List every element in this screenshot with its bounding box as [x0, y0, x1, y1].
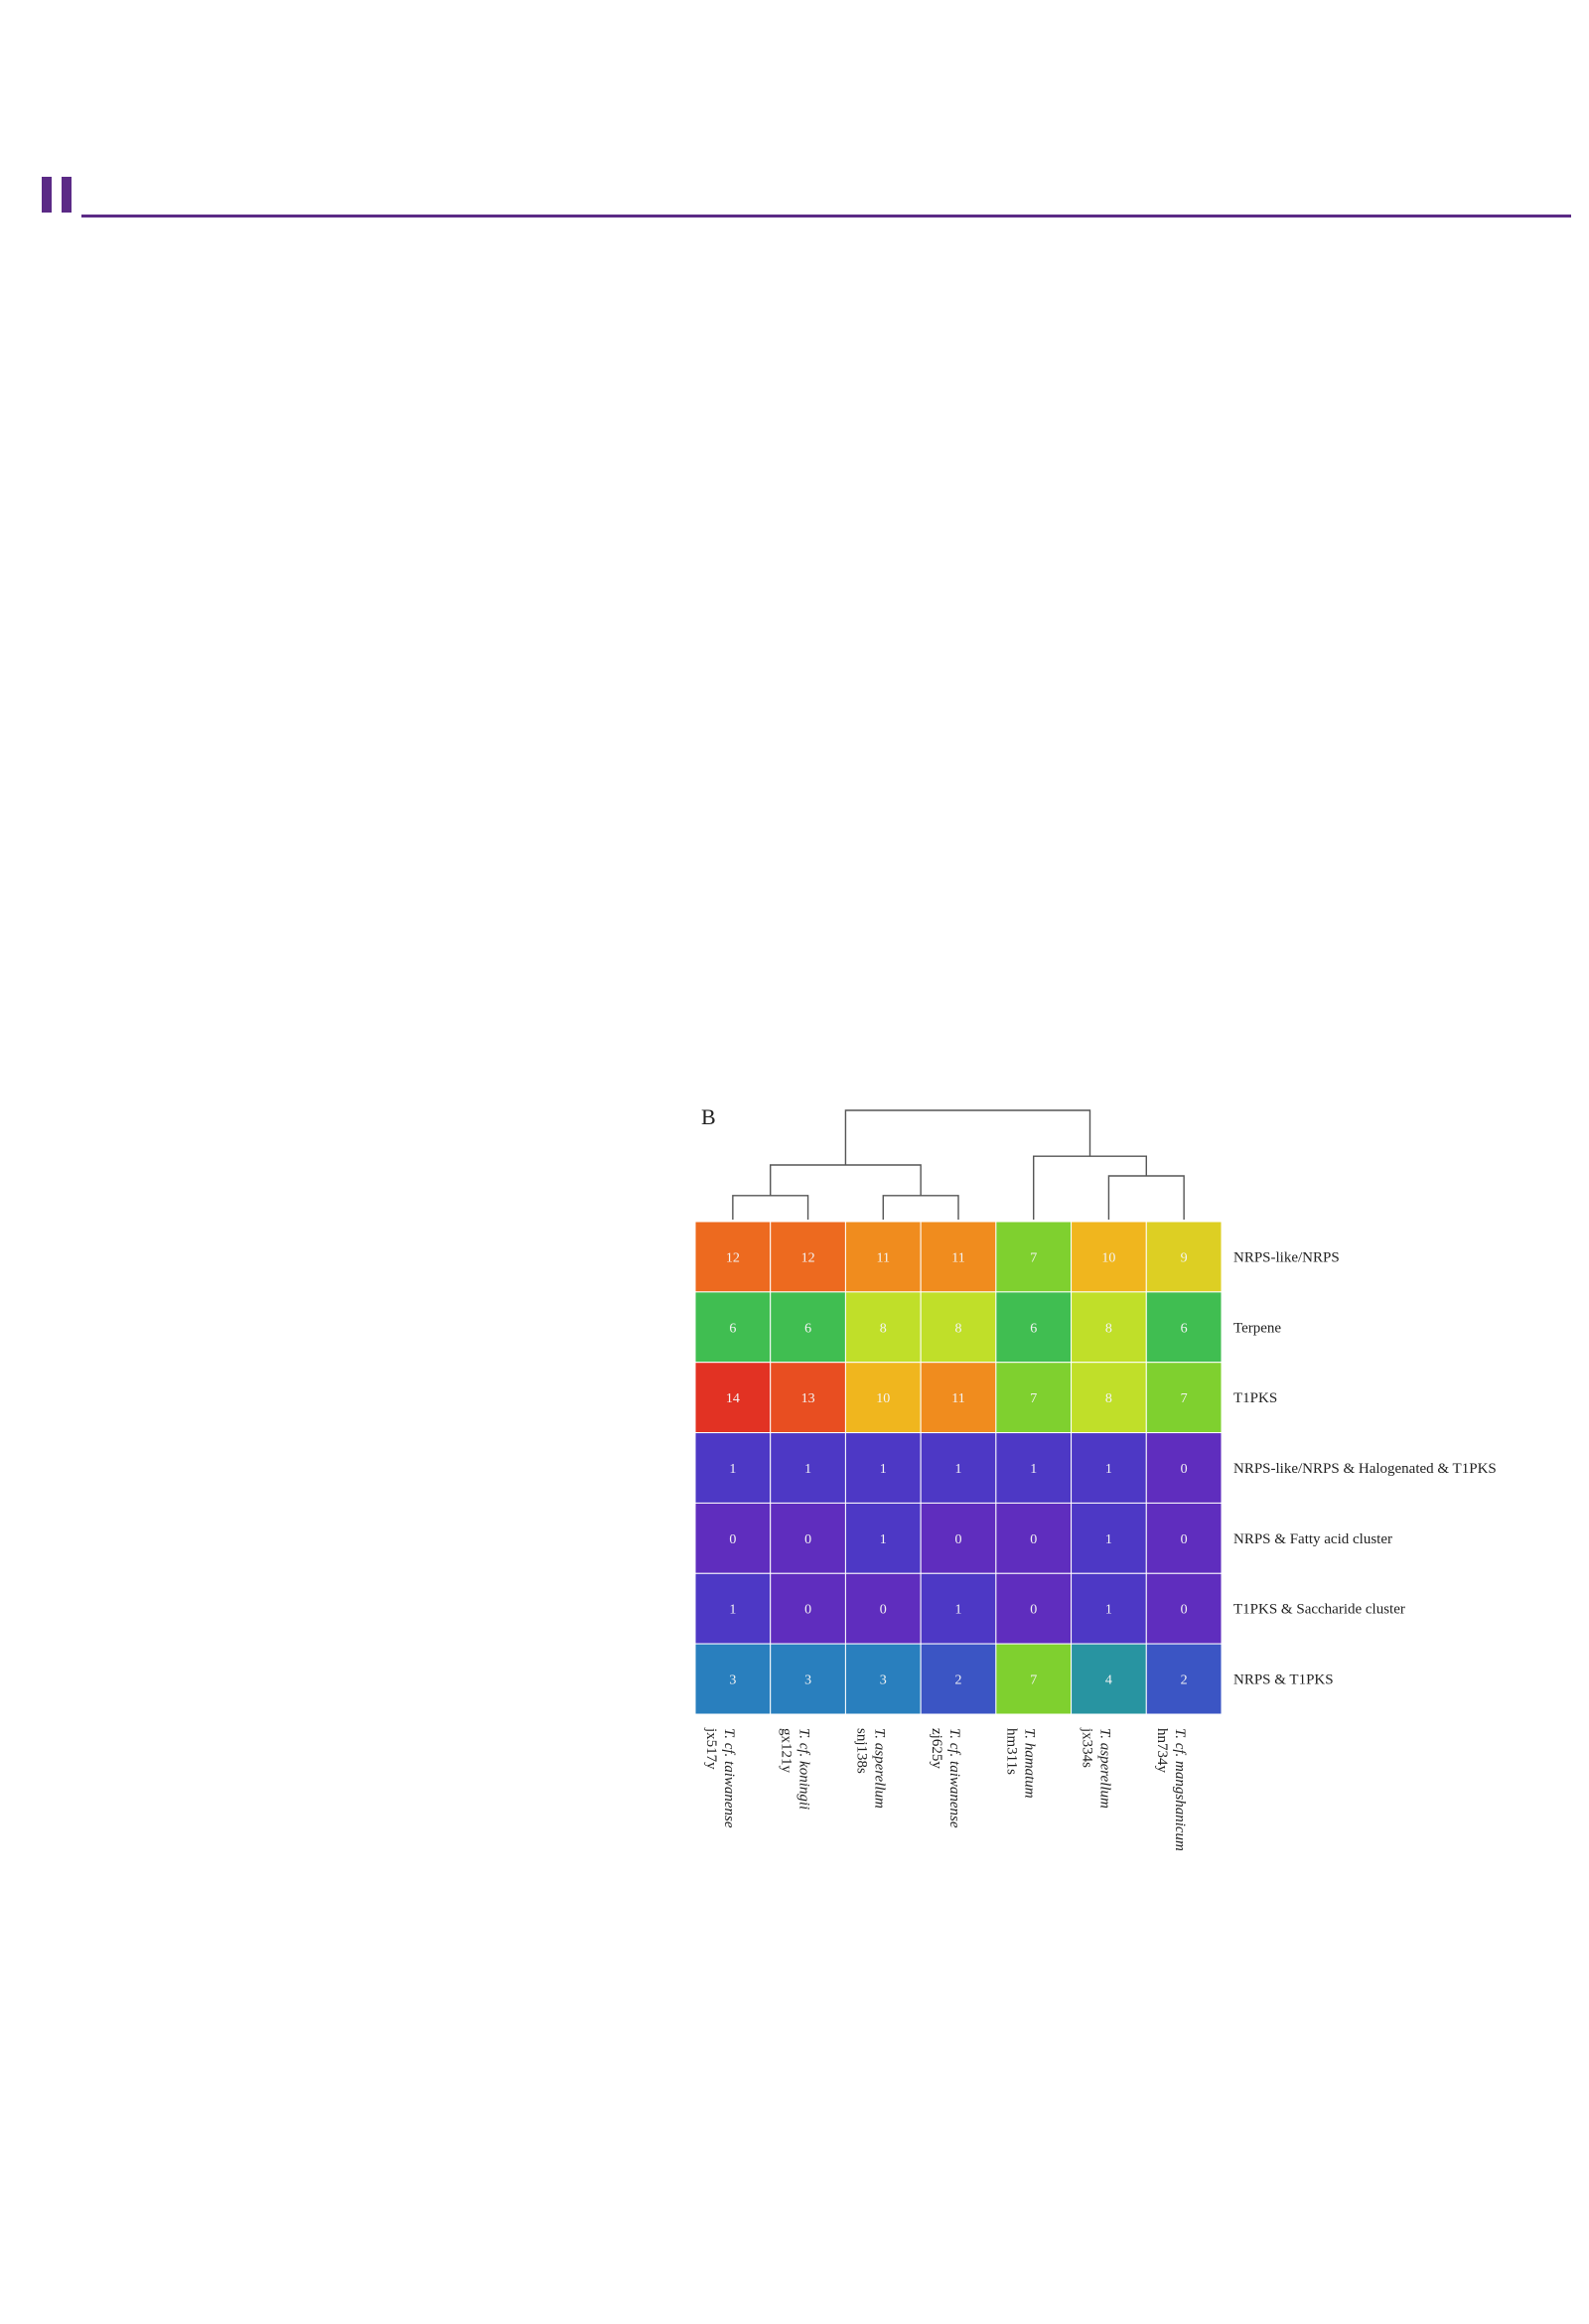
cell-value-label: 1: [1104, 1531, 1112, 1547]
column-species-label: T. cf. taiwanense: [946, 1728, 962, 1828]
cell-value-label: 0: [1180, 1602, 1188, 1618]
column-species-label: T. cf. koningii: [795, 1728, 812, 1811]
cell-value-label: 1: [729, 1602, 737, 1618]
dendrogram-branch: [733, 1196, 808, 1220]
heatmap-figure: [40, 1092, 1549, 1917]
column-strain-label: gx121y: [778, 1728, 794, 1773]
cell-value-label: 8: [954, 1321, 962, 1337]
dendrogram-branch: [883, 1196, 958, 1220]
cell-value-label: 1: [879, 1462, 887, 1477]
column-strain-label: jx517y: [702, 1728, 719, 1770]
column-strain-label: jx334s: [1079, 1728, 1095, 1769]
cell-value-label: 0: [1180, 1462, 1188, 1477]
heading-accent-bar: [62, 177, 72, 213]
cell-value-label: 8: [1104, 1391, 1112, 1407]
cell-value-label: 7: [1030, 1391, 1038, 1407]
heading-underline: [81, 215, 1571, 218]
cell-value-label: 0: [804, 1602, 812, 1618]
cell-value-label: 1: [729, 1462, 737, 1477]
cell-value-label: 6: [804, 1321, 812, 1337]
heading-accent-bar: [42, 177, 52, 213]
cell-value-label: 0: [729, 1531, 737, 1547]
row-label: NRPS & Fatty acid cluster: [1233, 1530, 1392, 1547]
cell-value-label: 1: [804, 1462, 812, 1477]
cell-value-label: 2: [954, 1672, 962, 1688]
cell-value-label: 11: [951, 1250, 965, 1266]
cell-value-label: 2: [1180, 1672, 1188, 1688]
cell-value-label: 1: [954, 1462, 962, 1477]
cell-value-label: 1: [954, 1602, 962, 1618]
cell-value-label: 8: [1104, 1321, 1112, 1337]
row-label: Terpene: [1233, 1320, 1282, 1337]
cell-value-label: 0: [879, 1602, 887, 1618]
column-species-label: T. cf. taiwanense: [720, 1728, 737, 1828]
dendrogram-branch: [1108, 1176, 1184, 1220]
cell-value-label: 1: [1030, 1462, 1038, 1477]
cell-value-label: 7: [1030, 1672, 1038, 1688]
column-strain-label: snj138s: [853, 1728, 870, 1774]
cell-value-label: 6: [1030, 1321, 1038, 1337]
cell-value-label: 0: [804, 1531, 812, 1547]
row-label: NRPS-like/NRPS: [1233, 1249, 1340, 1266]
column-species-label: T. cf. mangshanicum: [1172, 1728, 1189, 1851]
cell-value-label: 12: [725, 1250, 740, 1266]
cell-value-label: 3: [804, 1672, 812, 1688]
cell-value-label: 10: [1101, 1250, 1116, 1266]
cell-value-label: 11: [951, 1391, 965, 1407]
column-species-label: T. hamatum: [1021, 1728, 1038, 1799]
cell-value-label: 3: [879, 1672, 887, 1688]
row-label: NRPS & T1PKS: [1233, 1671, 1334, 1688]
dendrogram-branch: [771, 1165, 921, 1196]
cell-value-label: 0: [954, 1531, 962, 1547]
cell-value-label: 3: [729, 1672, 737, 1688]
cell-value-label: 0: [1030, 1602, 1038, 1618]
article-heading-block: [40, 48, 1569, 218]
cell-value-label: 14: [725, 1391, 740, 1407]
cell-value-label: 1: [1104, 1602, 1112, 1618]
heatmap-panel-b: [695, 1104, 1497, 1851]
cell-value-label: 0: [1180, 1531, 1188, 1547]
column-strain-label: zj625y: [929, 1728, 944, 1769]
column-species-label: T. asperellum: [1096, 1728, 1113, 1809]
cell-value-label: 1: [1104, 1462, 1112, 1477]
row-label: NRPS-like/NRPS & Halogenated & T1PKS: [1233, 1461, 1497, 1477]
cell-value-label: 13: [800, 1391, 815, 1407]
dendrogram-branch: [1034, 1156, 1147, 1220]
dendrogram: [733, 1110, 1184, 1220]
panel-label: B: [701, 1104, 716, 1129]
cell-value-label: 11: [876, 1250, 891, 1266]
cell-value-label: 0: [1030, 1531, 1038, 1547]
column-strain-label: hm311s: [1003, 1728, 1020, 1775]
cell-value-label: 6: [1180, 1321, 1188, 1337]
row-label: T1PKS: [1233, 1390, 1278, 1407]
cell-value-label: 1: [879, 1531, 887, 1547]
cell-value-label: 10: [876, 1391, 891, 1407]
cell-value-label: 6: [729, 1321, 737, 1337]
row-label: T1PKS & Saccharide cluster: [1233, 1601, 1405, 1618]
cell-value-label: 7: [1030, 1250, 1038, 1266]
cell-value-label: 7: [1180, 1391, 1188, 1407]
cell-value-label: 4: [1104, 1672, 1112, 1688]
cell-value-label: 12: [800, 1250, 815, 1266]
cell-value-label: 9: [1180, 1250, 1188, 1266]
column-species-label: T. asperellum: [871, 1728, 888, 1809]
cell-value-label: 8: [879, 1321, 887, 1337]
column-strain-label: hn734y: [1154, 1728, 1171, 1773]
figure-4: [40, 1092, 1549, 1917]
